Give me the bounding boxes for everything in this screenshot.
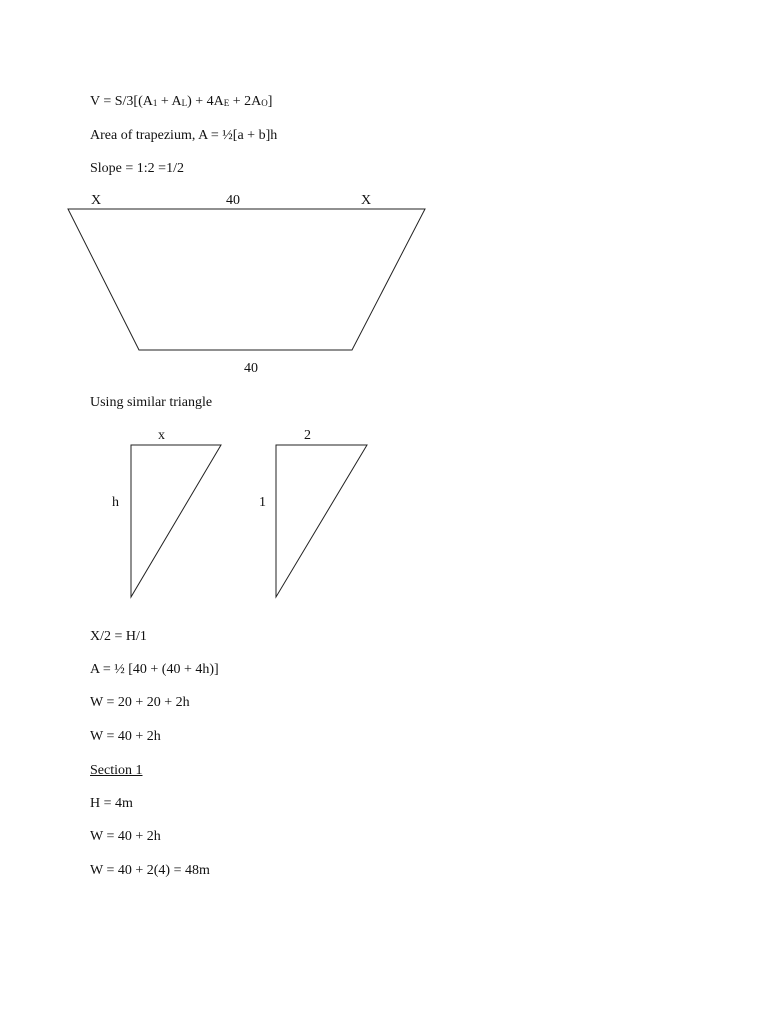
volume-formula-close: ] <box>267 94 273 109</box>
area-trapezium-formula: Area of trapezium, A = ½[a + b]h <box>90 128 278 143</box>
subscript-o: O <box>261 98 268 108</box>
trapezium-top-left-label: X <box>91 193 102 208</box>
volume-formula-lhs: V = S/3[(A <box>90 94 153 109</box>
triangle-right-top-label: 2 <box>304 428 311 443</box>
section-title: Section 1 <box>90 763 143 778</box>
similar-triangle-heading: Using similar triangle <box>90 395 213 410</box>
trapezium-bottom-label: 40 <box>244 361 258 376</box>
trapezium-top-right-label: X <box>361 193 372 208</box>
step-width: W = 40 + 2h <box>90 729 161 744</box>
step-area: A = ½ [40 + (40 + 4h)] <box>90 662 219 677</box>
step-ratio: X/2 = H/1 <box>90 629 147 644</box>
triangle-left-top-label: x <box>158 428 165 443</box>
triangle-left-side-label: h <box>112 495 119 510</box>
subscript-l: L <box>181 98 188 108</box>
section-width-formula: W = 40 + 2h <box>90 829 161 844</box>
volume-formula-plus2: ) + 4A <box>187 94 224 109</box>
triangle-right-side-label: 1 <box>259 495 266 510</box>
trapezium-top-middle-label: 40 <box>226 193 240 208</box>
subscript-1: 1 <box>152 98 158 108</box>
slope-formula: Slope = 1:2 =1/2 <box>90 161 184 176</box>
volume-formula-plus1: + A <box>157 94 182 109</box>
subscript-e: E <box>223 98 230 108</box>
section-width-result: W = 40 + 2(4) = 48m <box>90 863 210 878</box>
step-width-expanded: W = 20 + 20 + 2h <box>90 695 190 710</box>
volume-formula-plus3: + 2A <box>229 94 262 109</box>
section-height: H = 4m <box>90 796 133 811</box>
trapezium-shape <box>68 209 425 350</box>
triangle-left-shape <box>131 445 221 597</box>
triangle-right-shape <box>276 445 367 597</box>
